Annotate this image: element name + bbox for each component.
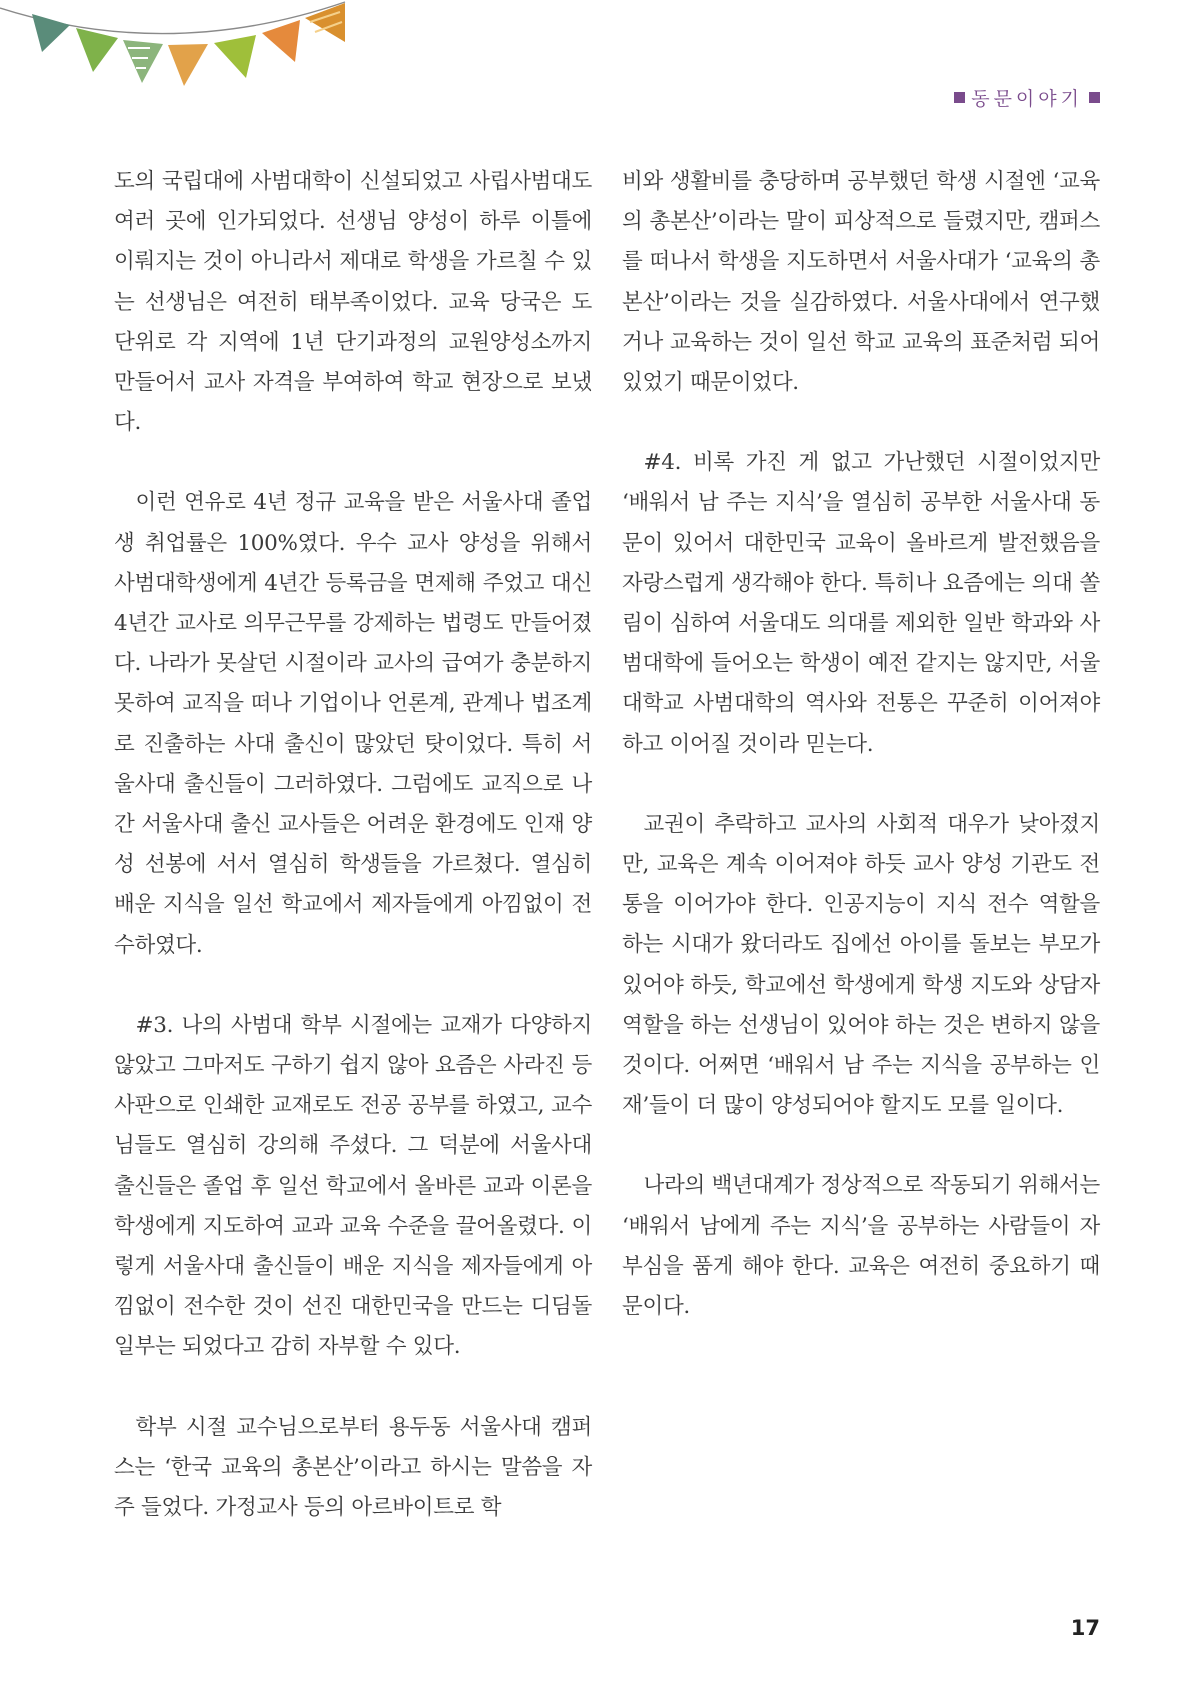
left-column (114, 162, 592, 1568)
square-bullet-icon (954, 92, 965, 103)
bunting-flag (76, 28, 118, 72)
bunting-flag (123, 40, 163, 83)
paragraph: 도의 국립대에 사범대학이 신설되었고 사립사범대도 여러 곳에 인가되었다. 선생님 양성이 하루 이틀에 이뤄지는 것이 아니라서 제대로 학생을 가르칠 수 있는 선생님은 여전히 태부족이었다. 교육 당국은 도 단위로 각 지역에 1년 단기과정의 교원양성소까지 만들어서 교사 자격을 부여하여 학교 현장으로 보냈다. (114, 169, 592, 436)
paragraph: #4. 비록 가진 게 없고 가난했던 시절이었지만 ‘배워서 남 주는 지식’을 열심히 공부한 서울사대 동문이 있어서 대한민국 교육이 올바르게 발전했음을 자랑스럽게 생각해야 한다. 특히나 요즘에는 의대 쏠림이 심하여 서울대도 의대를 제외한 일반 학과와 사범대학에 들어오는 학생이 예전 같지는 않지만, 서울대학교 사범대학의 역사와 전통은 꾸준히 이어져야 하고 이어질 것이라 믿는다. (622, 450, 1100, 757)
paragraph: 나라의 백년대계가 정상적으로 작동되기 위해서는 ‘배워서 남에게 주는 지식’을 공부하는 사람들이 자부심을 품게 해야 한다. 교육은 여전히 중요하기 때문이다. (622, 1173, 1100, 1320)
paragraph: 학부 시절 교수님으로부터 용두동 서울사대 캠퍼스는 ‘한국 교육의 총본산’이라고 하시는 말씀을 자주 들었다. 가정교사 등의 아르바이트로 학 (114, 1414, 592, 1521)
section-label (954, 84, 1100, 111)
paragraph: #3. 나의 사범대 학부 시절에는 교재가 다양하지 않았고 그마저도 구하기 쉽지 않아 요즘은 사라진 등사판으로 인쇄한 교재로도 전공 공부를 하였고, 교수님들도 열심히 강의해 주셨다. 그 덕분에 서울사대 출신들은 졸업 후 일선 학교에서 올바른 교과 이론을 학생에게 지도하여 교과 교육 수준을 끌어올렸다. 이렇게 서울사대 출신들이 배운 지식을 제자들에게 아낌없이 전수한 것이 선진 대한민국을 만드는 디딤돌 일부는 되었다고 감히 자부할 수 있다. (114, 1012, 592, 1360)
bunting-flag (168, 44, 208, 86)
paragraph: 교권이 추락하고 교사의 사회적 대우가 낮아졌지만, 교육은 계속 이어져야 하듯 교사 양성 기관도 전통을 이어가야 한다. 인공지능이 지식 전수 역할을 하는 시대가 왔더라도 집에선 아이를 돌보는 부모가 있어야 하듯, 학교에선 학생에게 학생 지도와 상담자 역할을 하는 선생님이 있어야 하는 것은 변하지 않을 것이다. 어쩌면 ‘배워서 남 주는 지식을 공부하는 인재’들이 더 많이 양성되어야 할지도 모를 일이다. (622, 811, 1100, 1119)
bunting-flag (32, 14, 70, 52)
paragraph: 비와 생활비를 충당하며 공부했던 학생 시절엔 ‘교육의 총본산’이라는 말이 피상적으로 들렸지만, 캠퍼스를 떠나서 학생을 지도하면서 서울사대가 ‘교육의 총본산’이라는 것을 실감하였다. 서울사대에서 연구했거나 교육하는 것이 일선 학교 교육의 표준처럼 되어 있었기 때문이었다. (622, 169, 1100, 396)
square-bullet-icon (1089, 92, 1100, 103)
bunting-flag (214, 35, 256, 78)
page-number: 17 (1070, 1616, 1100, 1640)
right-column (622, 162, 1100, 1367)
paragraph: 이런 연유로 4년 정규 교육을 받은 서울사대 졸업생 취업률은 100%였다. 우수 교사 양성을 위해서 사범대학생에게 4년간 등록금을 면제해 주었고 대신 4년간 교사로 의무근무를 강제하는 법령도 만들어졌다. 나라가 못살던 시절이라 교사의 급여가 충분하지 못하여 교직을 떠나 기업이나 언론계, 관계나 법조계로 진출하는 사대 출신이 많았던 탓이었다. 특히 서울사대 출신들이 그러하였다. 그럼에도 교직으로 나간 서울사대 출신 교사들은 어려운 환경에도 인재 양성 선봉에 서서 열심히 학생들을 가르쳤다. 열심히 배운 지식을 일선 학교에서 제자들에게 아낌없이 전수하였다. (114, 490, 592, 958)
section-label-text: 동문이야기 (971, 88, 1083, 110)
bunting-flag (262, 20, 300, 62)
bunting-decoration (0, 0, 360, 95)
